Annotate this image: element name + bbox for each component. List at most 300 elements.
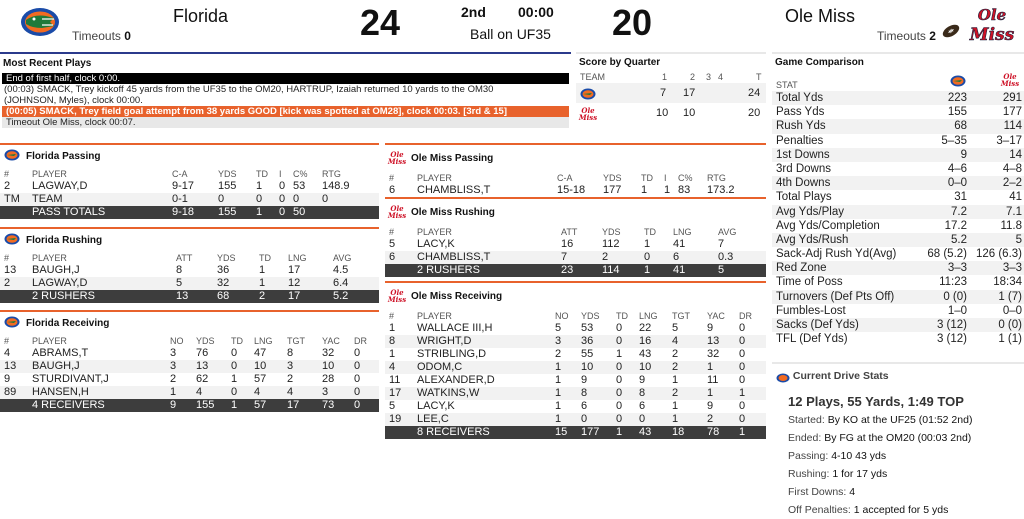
table-cell: 4 <box>4 347 11 359</box>
comparison-row <box>772 205 1024 219</box>
drive-line <box>788 501 1024 519</box>
comparison-row <box>772 332 1024 346</box>
comparison-olemiss-value: 4–8 <box>1002 162 1022 175</box>
table-row <box>385 348 766 361</box>
table-cell: 36 <box>217 264 230 276</box>
comparison-stat: Sacks (Def Yds) <box>776 319 859 331</box>
table-cell: 0 <box>279 193 286 205</box>
current-drive-title <box>772 364 1024 388</box>
table-header <box>0 252 379 264</box>
table-cell: 2 <box>555 348 562 360</box>
comparison-olemiss-value: 0 (0) <box>998 319 1022 331</box>
table-cell: 68 <box>217 290 230 302</box>
comparison-florida-value: 68 <box>954 120 967 133</box>
drive-line-label: Off Penalties: <box>788 504 851 516</box>
table-row <box>0 360 379 373</box>
ball-on: Ball on UF35 <box>470 26 551 42</box>
comparison-florida-value: 3–3 <box>947 262 967 275</box>
table-cell: 43 <box>639 426 652 438</box>
comparison-florida-value: 5.2 <box>951 233 967 246</box>
comparison-stat: Total Yds <box>776 92 824 104</box>
comparison-florida-value: 0–0 <box>947 177 967 190</box>
florida-mini-logo <box>950 74 966 86</box>
drive-line-value: By KO at the UF25 (01:52 2nd) <box>827 414 973 426</box>
table-cell: 15-18 <box>557 184 586 196</box>
comparison-row <box>772 119 1024 133</box>
away-timeouts <box>877 29 936 43</box>
column-header: TD <box>644 227 656 237</box>
play-item: (00:03) SMACK, Trey kickoff 45 yards from the UF35 to the OM20, HARTRUP, Izaiah returned 10 yards to the OM30 <box>4 84 494 95</box>
table-cell: 1 <box>672 374 679 386</box>
column-header: AVG <box>718 227 737 237</box>
drive-line <box>788 483 1024 501</box>
column-header: RTG <box>707 173 726 183</box>
table-cell: 6 <box>389 184 396 196</box>
column-header: # <box>4 336 10 346</box>
table-cell: 1 <box>555 400 562 412</box>
drive-line <box>788 465 1024 483</box>
table-cell: 57 <box>254 399 267 411</box>
table-cell: 6 <box>673 251 680 263</box>
table-cell: 9 <box>639 374 646 386</box>
table-cell: 0 <box>739 400 746 412</box>
table-cell: 1 <box>641 184 648 196</box>
comparison-row <box>772 290 1024 304</box>
table-cell: 6 <box>389 251 396 263</box>
table-header <box>0 335 379 347</box>
comparison-row <box>772 247 1024 261</box>
comparison-olemiss-value: 1 (7) <box>998 290 1022 303</box>
table-cell: 1 <box>555 361 562 373</box>
table-row <box>385 413 766 426</box>
table-cell: 1 <box>555 387 562 399</box>
comparison-florida-value: 17.2 <box>944 219 967 232</box>
quarter-row-olemiss <box>576 103 766 123</box>
table-cell: 0 <box>739 413 746 425</box>
quarter: 2nd <box>461 4 486 20</box>
table-header <box>385 226 766 238</box>
column-header: DR <box>739 311 752 321</box>
quarter-row-florida <box>576 83 766 103</box>
svg-text:Miss: Miss <box>387 157 407 166</box>
column-header: YDS <box>581 311 600 321</box>
florida-logo <box>20 6 60 38</box>
table-cell: 0 <box>616 322 623 334</box>
table-cell: 2 <box>4 180 11 192</box>
table-cell: 13 <box>196 360 209 372</box>
table-cell: 5 <box>389 238 396 250</box>
table-cell: 8 <box>639 387 646 399</box>
florida-rushing-panel <box>0 227 379 309</box>
svg-text:Ole: Ole <box>977 6 1007 24</box>
comparison-stat: Red Zone <box>776 262 827 275</box>
table-cell: 10 <box>254 360 267 372</box>
table-cell: 8 <box>389 335 396 347</box>
column-header: DR <box>354 336 367 346</box>
table-cell: 11 <box>707 374 719 386</box>
table-cell: 1 <box>644 264 651 276</box>
comparison-olemiss-value: 18:34 <box>993 276 1022 289</box>
drive-line <box>788 411 1024 429</box>
table-row <box>385 400 766 413</box>
table-cell: 28 <box>322 373 335 385</box>
table-cell: 2 <box>259 290 266 302</box>
table-cell: 9-17 <box>172 180 195 192</box>
comparison-stat: 4th Downs <box>776 177 831 190</box>
table-cell: 10 <box>322 360 335 372</box>
om_receiving-title-text: Ole Miss Receiving <box>411 291 503 303</box>
drive-line-label: Rushing: <box>788 468 830 480</box>
table-cell: 62 <box>196 373 209 385</box>
comparison-olemiss-value: 3–17 <box>996 134 1022 147</box>
column-header: TD <box>259 253 271 263</box>
florida-passing-panel <box>0 143 379 225</box>
table-cell: 4 <box>389 361 396 373</box>
table-cell: 50 <box>293 206 306 218</box>
comparison-row <box>772 176 1024 190</box>
table-cell: LEE,C <box>417 413 449 425</box>
table-cell: 2 <box>602 251 609 263</box>
svg-text:Ole: Ole <box>390 288 404 297</box>
column-header: NO <box>170 336 184 346</box>
uf_receiving-title <box>0 312 379 335</box>
home-score: 24 <box>360 2 401 43</box>
column-header: PLAYER <box>32 253 67 263</box>
qh-4: 4 <box>718 72 724 82</box>
table-cell: 1 <box>259 264 266 276</box>
comparison-florida-value: 4–6 <box>947 162 967 175</box>
table-cell: 6 <box>639 400 646 412</box>
table-cell: 17 <box>287 399 300 411</box>
table-cell: CHAMBLISS,T <box>417 184 491 196</box>
svg-text:Miss: Miss <box>387 211 407 220</box>
table-cell: HANSEN,H <box>32 386 89 398</box>
table-cell: 1 <box>231 373 238 385</box>
table-cell: TM <box>4 193 20 205</box>
table-cell: ABRAMS,T <box>32 347 89 359</box>
svg-text:Ole: Ole <box>390 204 404 213</box>
home-team-name: Florida <box>173 6 229 26</box>
comparison-stat: Total Plays <box>776 191 832 204</box>
table-cell: PASS TOTALS <box>32 206 106 218</box>
table-cell: 1 <box>256 206 263 218</box>
table-cell: 3 <box>170 347 177 359</box>
column-header: TGT <box>672 311 690 321</box>
scoreboard-header <box>0 0 1024 48</box>
table-cell: TEAM <box>32 193 63 205</box>
table-cell: 148.9 <box>322 180 350 192</box>
table-cell: 2 <box>672 387 679 399</box>
column-header: TD <box>641 173 653 183</box>
comparison-row <box>772 162 1024 176</box>
table-cell: 1 <box>259 277 266 289</box>
comparison-florida-value: 155 <box>947 106 967 119</box>
table-row <box>385 322 766 335</box>
table-cell: 9-18 <box>172 206 195 218</box>
olemiss-passing-panel <box>385 143 766 195</box>
table-cell: 2 <box>287 373 294 385</box>
table-cell: 4 <box>196 386 203 398</box>
comparison-stat: Sack-Adj Rush Yd(Avg) <box>776 248 897 261</box>
florida-mini-logo <box>4 233 20 248</box>
om_passing-title <box>385 145 766 172</box>
drive-line-label: Passing: <box>788 450 829 462</box>
table-cell: 13 <box>4 360 17 372</box>
table-cell: 19 <box>389 413 402 425</box>
florida-mini-logo <box>776 371 790 381</box>
table-row <box>0 373 379 386</box>
svg-text:Ole: Ole <box>581 106 595 115</box>
table-cell: 10 <box>581 361 594 373</box>
column-header: # <box>389 173 395 183</box>
table-row <box>385 335 766 348</box>
table-cell: 2 <box>672 348 679 360</box>
table-cell: 53 <box>293 180 306 192</box>
svg-text:Ole: Ole <box>1003 72 1017 81</box>
drive-line-value: 1 for 17 yds <box>832 468 888 480</box>
table-row <box>0 264 379 277</box>
table-cell: 1 <box>672 413 679 425</box>
column-header: LNG <box>673 227 692 237</box>
current-drive-title-text: Current Drive Stats <box>792 370 889 382</box>
column-header: C-A <box>172 169 188 179</box>
comparison-florida-value: 1–0 <box>947 304 967 317</box>
comparison-row <box>772 318 1024 332</box>
table-cell: 36 <box>581 335 594 347</box>
table-cell: 0 <box>322 193 329 205</box>
table-cell: 8 <box>176 264 183 276</box>
table-cell: 1 <box>739 426 746 438</box>
table-cell: LAGWAY,D <box>32 180 88 192</box>
table-cell: 114 <box>602 264 620 276</box>
totals-row <box>0 290 379 303</box>
table-cell: 4 <box>287 386 294 398</box>
home-timeouts-label: Timeouts <box>72 29 121 43</box>
table-cell: 3 <box>287 360 294 372</box>
drive-line-label: Started: <box>788 414 825 426</box>
table-cell: 78 <box>707 426 720 438</box>
drive-summary: 12 Plays, 55 Yards, 1:49 TOP <box>788 394 964 409</box>
table-cell: 17 <box>288 264 301 276</box>
table-cell: 0 <box>354 360 361 372</box>
table-cell: 0 <box>644 251 651 263</box>
column-header: PLAYER <box>417 311 452 321</box>
svg-text:Ole: Ole <box>390 150 404 159</box>
qh-3: 3 <box>706 72 712 82</box>
table-cell: 1 <box>664 184 671 196</box>
comparison-stat: Turnovers (Def Pts Off) <box>776 290 895 303</box>
table-cell: 57 <box>254 373 267 385</box>
column-header: LNG <box>288 253 307 263</box>
column-header: TGT <box>287 336 305 346</box>
table-cell: 9 <box>170 399 177 411</box>
table-cell: 0 <box>616 413 623 425</box>
comparison-row <box>772 275 1024 289</box>
olemiss-mini-logo <box>389 203 405 222</box>
drive-line <box>788 429 1024 447</box>
table-cell: 0 <box>739 335 746 347</box>
comparison-olemiss-value: 7.1 <box>1006 205 1022 218</box>
table-cell: 12 <box>288 277 301 289</box>
table-row <box>0 277 379 290</box>
table-cell: 32 <box>322 347 335 359</box>
home-timeouts <box>72 29 131 43</box>
table-cell: 9 <box>707 322 714 334</box>
comparison-stat: Fumbles-Lost <box>776 304 846 317</box>
table-cell: 4.5 <box>333 264 349 276</box>
game-comparison-title: Game Comparison <box>775 57 864 68</box>
drive-line <box>788 447 1024 465</box>
table-cell: 0 <box>739 361 746 373</box>
comparison-olemiss-value: 2–2 <box>1002 177 1022 190</box>
qh-t: T <box>756 72 762 82</box>
away-timeouts-label: Timeouts <box>877 29 926 43</box>
comparison-stat: Time of Poss <box>776 276 843 289</box>
table-cell: 155 <box>196 399 215 411</box>
score-by-quarter-title: Score by Quarter <box>579 57 661 68</box>
florida-mini-logo <box>580 87 596 99</box>
table-cell: 0 <box>218 193 225 205</box>
column-header: C% <box>678 173 693 183</box>
table-cell: 83 <box>678 184 691 196</box>
play-item-highlight: (00:05) SMACK, Trey field goal attempt from 38 yards GOOD [kick was spotted at OM28], clock 00:03. [3rd & 15] <box>2 106 569 117</box>
comparison-florida-value: 3 (12) <box>936 319 967 331</box>
table-cell: 1 <box>707 387 714 399</box>
uf_rushing-title <box>0 229 379 252</box>
comparison-florida-value: 5–35 <box>941 134 967 147</box>
column-header: YDS <box>196 336 215 346</box>
comparison-row <box>772 261 1024 275</box>
away-team-name: Ole Miss <box>785 6 856 26</box>
olemiss-total: 20 <box>748 107 761 119</box>
om_rushing-title-text: Ole Miss Rushing <box>411 207 495 219</box>
table-cell: 0 <box>739 322 746 334</box>
table-row <box>0 180 379 193</box>
football-icon <box>941 24 961 38</box>
recent-plays-panel <box>0 52 571 134</box>
column-header: C-A <box>557 173 573 183</box>
florida-q2: 17 <box>683 87 696 99</box>
table-cell: 2 <box>707 413 714 425</box>
table-cell: 23 <box>561 264 574 276</box>
table-cell: 155 <box>218 206 237 218</box>
comparison-olemiss-value: 114 <box>1003 120 1022 133</box>
comparison-row <box>772 148 1024 162</box>
table-cell: 0 <box>616 387 623 399</box>
table-cell: 22 <box>639 322 652 334</box>
table-cell: 8 RECEIVERS <box>417 426 490 438</box>
table-cell: 11 <box>389 374 401 386</box>
table-cell: 112 <box>602 238 620 250</box>
table-cell: 177 <box>581 426 600 438</box>
table-cell: 5.2 <box>333 290 349 302</box>
table-cell: 1 <box>555 374 562 386</box>
table-row <box>0 193 379 206</box>
table-cell: 1 <box>672 400 679 412</box>
comparison-olemiss-value: 0–0 <box>1002 304 1022 317</box>
totals-row <box>0 206 379 219</box>
comparison-row <box>772 91 1024 105</box>
table-cell: 3 <box>555 335 562 347</box>
olemiss-q2: 10 <box>683 107 696 119</box>
drive-line-value: 4-10 43 yds <box>831 450 887 462</box>
table-cell: 1 <box>739 387 746 399</box>
play-item: Timeout Ole Miss, clock 00:07. <box>2 117 569 128</box>
column-header: YDS <box>603 173 622 183</box>
comparison-row <box>772 219 1024 233</box>
column-header: YAC <box>322 336 340 346</box>
table-row <box>385 184 766 197</box>
table-cell: 6 <box>581 400 588 412</box>
table-cell: 2 <box>672 361 679 373</box>
olemiss-mini-logo <box>389 149 405 168</box>
table-cell: 1 <box>170 386 177 398</box>
florida-total: 24 <box>748 87 761 99</box>
game-clock: 00:00 <box>518 4 554 20</box>
uf_rushing-title-text: Florida Rushing <box>26 235 103 247</box>
column-header: PLAYER <box>417 173 452 183</box>
table-cell: 13 <box>4 264 17 276</box>
table-cell: 9 <box>581 374 588 386</box>
column-header: TD <box>231 336 243 346</box>
svg-text:Miss: Miss <box>387 295 407 304</box>
table-cell: 73 <box>322 399 335 411</box>
table-cell: WALLACE III,H <box>417 322 493 334</box>
column-header: YDS <box>217 253 236 263</box>
table-cell: 17 <box>288 290 301 302</box>
table-cell: 5 <box>718 264 725 276</box>
table-cell: 0 <box>739 348 746 360</box>
table-cell: 13 <box>176 290 189 302</box>
away-timeouts-value: 2 <box>929 29 936 43</box>
comparison-florida-value: 3 (12) <box>936 333 967 346</box>
table-cell: 7 <box>718 238 725 250</box>
comparison-row <box>772 105 1024 119</box>
home-timeouts-value: 0 <box>124 29 131 43</box>
uf_passing-title-text: Florida Passing <box>26 151 101 163</box>
florida-mini-logo <box>4 149 20 164</box>
table-cell: 32 <box>707 348 720 360</box>
table-cell: 177 <box>603 184 622 196</box>
drive-line-value: 4 <box>849 486 856 498</box>
olemiss-mini-logo <box>389 287 405 306</box>
comparison-stat: Avg Yds/Play <box>776 205 844 218</box>
column-header: PLAYER <box>417 227 452 237</box>
table-cell: 0 <box>354 399 361 411</box>
comparison-florida-value: 11:23 <box>939 276 967 289</box>
table-cell: 9 <box>707 400 714 412</box>
comparison-florida-value: 31 <box>954 191 967 204</box>
comparison-florida-value: 9 <box>960 148 967 161</box>
away-score: 20 <box>612 2 653 43</box>
drive-line-value: By FG at the OM20 (00:03 2nd) <box>824 432 972 444</box>
table-cell: 0 <box>231 386 238 398</box>
comparison-olemiss-value: 11.8 <box>1000 219 1022 232</box>
column-header: YDS <box>218 169 237 179</box>
comparison-stat: TFL (Def Yds) <box>776 333 848 346</box>
column-header: PLAYER <box>32 169 67 179</box>
comparison-olemiss-value: 126 (6.3) <box>975 248 1022 261</box>
table-cell: 0 <box>354 373 361 385</box>
table-cell: 47 <box>254 347 267 359</box>
comparison-stat: 3rd Downs <box>776 162 831 175</box>
comparison-stat: Rush Yds <box>776 120 826 133</box>
table-cell: ALEXANDER,D <box>417 374 495 386</box>
column-header: LNG <box>639 311 658 321</box>
table-cell: 9 <box>4 373 11 385</box>
table-cell: 0 <box>354 386 361 398</box>
comparison-row <box>772 190 1024 204</box>
